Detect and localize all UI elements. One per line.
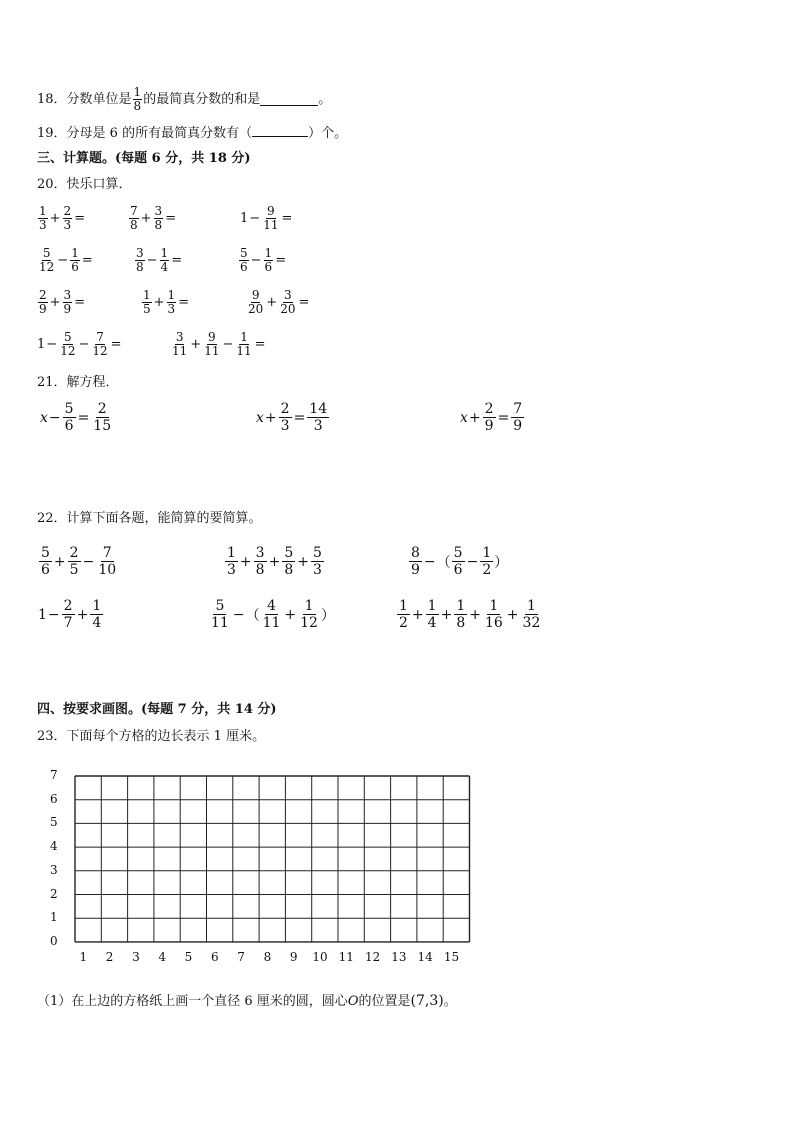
q21-equation-1: x − $\frac{5}{6}$ = $\frac{2}{15}$: [40, 401, 112, 434]
q19-answer-blank[interactable]: [252, 124, 308, 137]
q22-expr-2: 1 3 + $\frac{3}{8}$ + $\frac{5}{8}$ + $\frac{5}{3}$: [227, 545, 322, 578]
q18-prefix: 18．分数单位是: [37, 91, 132, 107]
q18-end: 。: [318, 91, 332, 107]
question-23-title: 23．下面每个方格的边长表示 1 厘米。: [37, 729, 266, 744]
grid-x-label: 3: [132, 949, 140, 964]
q22-expr-1: 5 6 + $\frac{2}{5}$ − $\frac{7}{10}$: [41, 545, 117, 578]
grid-x-label: 7: [237, 949, 245, 964]
q22-expr-6: 1 2 + $\frac{1}{4}$ + $\frac{1}{8}$ + $\frac{1}{16}$ + $\frac{1}{32}$: [399, 598, 541, 631]
grid-x-label: 5: [184, 949, 193, 964]
question-19: [37, 124, 347, 143]
grid-y-label: 6: [50, 791, 58, 806]
section-3-title: 三、计算题。(每题 6 分，共 18 分): [37, 151, 251, 166]
grid-y-label: 4: [50, 839, 58, 854]
grid-x-label: 9: [289, 949, 298, 964]
grid-y-label: 7: [50, 768, 58, 782]
q20-expr-11: 3 11 + $\frac{9}{11}$ − $\frac{1}{11}$ =: [172, 330, 266, 358]
center-coordinate: (7,3): [410, 993, 444, 1009]
grid-x-label: 1: [79, 949, 88, 964]
question-21-title: 21．解方程．: [37, 375, 119, 390]
q22-expr-5: 5 11 − （ 4 11 + $\frac{1}{12}$ ）: [211, 598, 335, 631]
grid-y-label: 2: [50, 886, 58, 901]
grid-x-label: 12: [364, 949, 381, 964]
grid-x-label: 6: [210, 949, 219, 964]
grid-paper[interactable]: [40, 762, 490, 972]
q23-sub-1: （1）在上边的方格纸上画一个直径 6 厘米的圆，圆心O的位置是(7,3)。: [37, 993, 457, 1009]
q20-expr-8: 1 5 + $\frac{1}{3}$ =: [143, 288, 190, 316]
grid-x-label: 4: [158, 949, 166, 964]
q22-expr-4: 1 − $\frac{2}{7}$ + $\frac{1}{4}$: [38, 598, 102, 631]
question-22-title: 22．计算下面各题，能简算的要简算。: [37, 511, 262, 526]
grid-y-label: 1: [50, 910, 58, 925]
q20-expr-10: 1 − $\frac{5}{12}$ − $\frac{7}{12}$ =: [37, 330, 122, 358]
grid-x-label: 13: [391, 949, 407, 964]
q20-expr-4: 5 12 − $\frac{1}{6}$ =: [39, 246, 93, 274]
grid-y-label: 3: [50, 862, 58, 877]
q20-expr-3: 1 − $\frac{9}{11}$ =: [240, 204, 293, 232]
center-o-label: O: [347, 994, 359, 1009]
q18-answer-blank[interactable]: [260, 93, 318, 106]
section-4-title: 四、按要求画图。(每题 7 分，共 14 分): [37, 702, 277, 717]
grid-x-label: 2: [105, 949, 114, 964]
q21-equation-2: x + $\frac{2}{3}$ = $\frac{14}{3}$: [256, 401, 328, 434]
grid-x-label: 8: [263, 949, 272, 964]
q19-text: 19．分母是 6 的所有最简真分数有（: [37, 126, 253, 141]
question-18: [37, 86, 331, 113]
q20-expr-9: 9 20 + $\frac{3}{20}$ =: [248, 288, 310, 316]
q19-end: ）个。: [308, 126, 348, 141]
q20-expr-1: 1 3 + $\frac{2}{3}$ =: [39, 204, 86, 232]
q20-expr-2: 7 8 + $\frac{3}{8}$ =: [130, 204, 177, 232]
grid-y-label: 0: [50, 933, 58, 948]
grid-x-label: 11: [338, 949, 354, 964]
q21-equation-3: x + $\frac{2}{9}$ = $\frac{7}{9}$: [460, 401, 523, 434]
q20-expr-6: 5 6 − $\frac{1}{6}$ =: [240, 246, 287, 274]
question-20-title: 20．快乐口算．: [37, 177, 132, 192]
fraction-1-8: 1 8: [133, 85, 142, 113]
grid-x-label: 10: [312, 949, 328, 964]
grid-x-label: 14: [417, 949, 433, 964]
grid-y-label: 5: [50, 815, 58, 830]
q20-expr-5: 3 8 − $\frac{1}{4}$ =: [136, 246, 183, 274]
q20-expr-7: 2 9 + $\frac{3}{9}$ =: [39, 288, 86, 316]
q22-expr-3: 8 9 − （ 5 6 − $\frac{1}{2}$ ）: [411, 545, 509, 578]
q18-text: 的最简真分数的和是: [143, 91, 261, 107]
grid-lines: [40, 762, 490, 972]
grid-x-label: 15: [443, 949, 460, 964]
